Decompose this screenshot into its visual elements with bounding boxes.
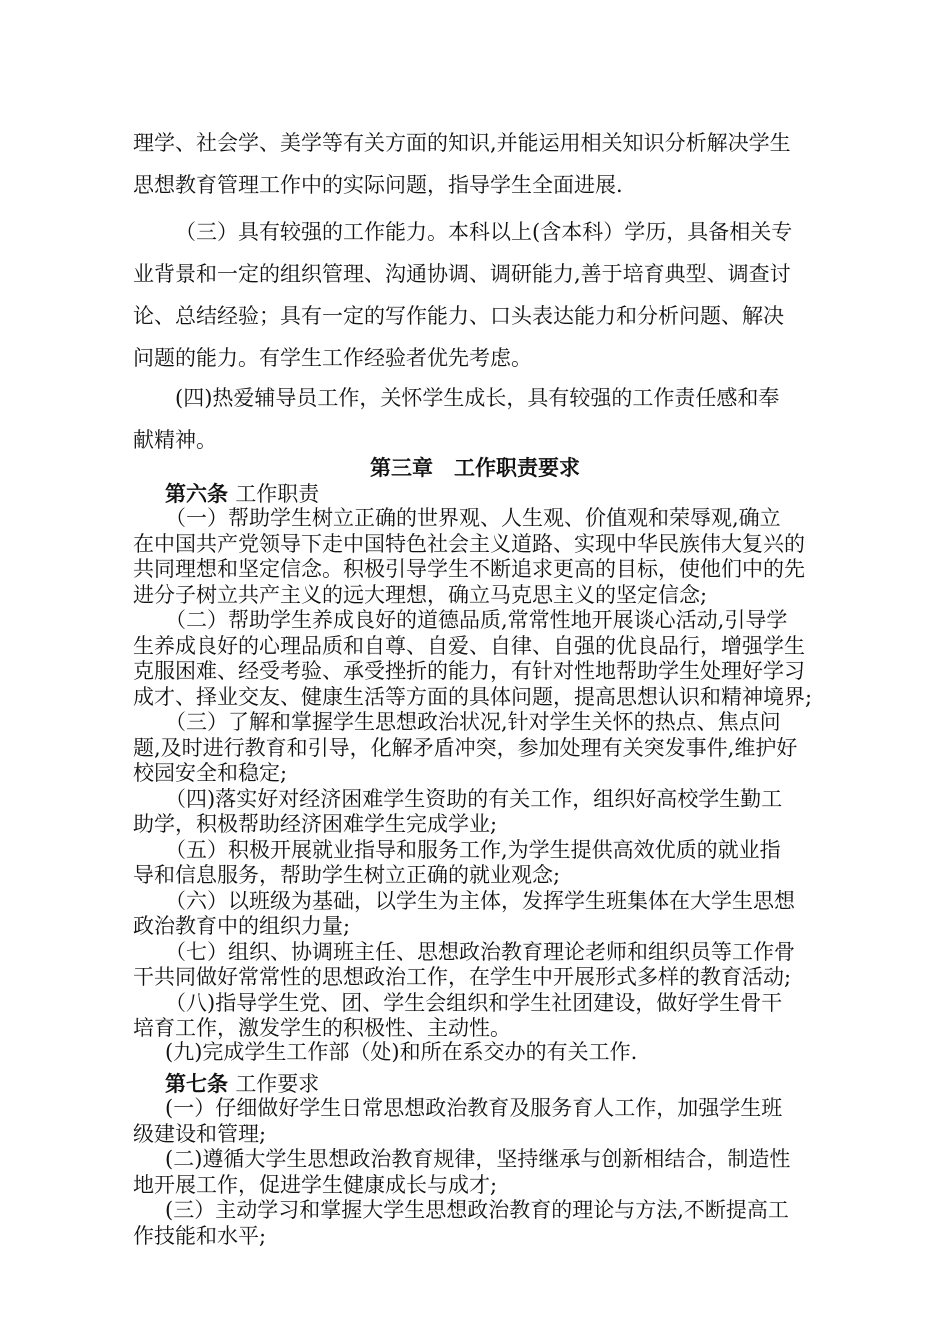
text-line: 献精神。 (133, 428, 217, 452)
text-line: （八)指导学生党、团、学生会组织和学生社团建设，做好学生骨干 (165, 990, 783, 1015)
text-line: （七）组织、协调班主任、思想政治教育理论老师和组织员等工作骨 (165, 939, 795, 964)
text-line: （四)落实好对经济困难学生资助的有关工作，组织好高校学生勤工 (165, 786, 783, 811)
text-line: 导和信息服务，帮助学生树立正确的就业观念; (133, 863, 561, 887)
text-line: 生养成良好的心理品质和自尊、自爱、自律、自强的优良品行，增强学生 (133, 633, 805, 658)
article-title: 工作要求 (235, 1072, 320, 1096)
article-label: 第七条 (165, 1071, 228, 1096)
text-line: 思想教育管理工作中的实际问题，指导学生全面进展. (133, 173, 623, 197)
text-line: 克服困难、经受考验、承受挫折的能力，有针对性地帮助学生处理好学习 (133, 659, 805, 683)
text-line: （六）以班级为基础，以学生为主体，发挥学生班集体在大学生思想 (165, 888, 795, 913)
text-line: 业背景和一定的组织管理、沟通协调、调研能力,善于培育典型、调查讨 (133, 262, 791, 286)
paragraph-knowledge (133, 122, 838, 206)
text-line: 地开展工作，促进学生健康成长与成才; (133, 1172, 498, 1197)
article-label: 第六条 (165, 481, 228, 506)
text-line: （三）了解和掌握学生思想政治状况,针对学生关怀的热点、焦点问 (165, 710, 781, 734)
text-line: 校园安全和稳定; (133, 761, 288, 785)
text-line: (一）仔细做好学生日常思想政治教育及服务育人工作，加强学生班 (165, 1096, 783, 1120)
chapter-title: 第三章 工作职责要求 (370, 455, 580, 480)
text-line: (四)热爱辅导员工作，关怀学生成长，具有较强的工作责任感和奉 (175, 386, 780, 410)
text-line: 在中国共产党领导下走中国特色社会主义道路、实现中华民族伟大复兴的 (133, 531, 805, 556)
text-line: 题,及时进行教育和引导，化解矛盾冲突，参加处理有关突发事件,维护好 (133, 735, 798, 760)
article-title: 工作职责 (235, 482, 320, 506)
text-line: （五）积极开展就业指导和服务工作,为学生提供高效优质的就业指 (165, 837, 781, 862)
text-line: 干共同做好常常性的思想政治工作，在学生中开展形式多样的教育活动; (133, 965, 792, 989)
requirements-list (133, 1096, 838, 1249)
text-line: 级建设和管理; (133, 1121, 267, 1146)
text-line: (二)遵循大学生思想政治教育规律，坚持继承与创新相结合，制造性 (165, 1147, 791, 1171)
text-line: 进分子树立共产主义的远大理想，确立马克思主义的坚定信念; (133, 582, 708, 607)
paragraph-work-ability (133, 211, 838, 379)
text-line: 培育工作，激发学生的积极性、主动性。 (133, 1016, 511, 1040)
text-line: 作技能和水平; (133, 1223, 267, 1248)
duty-nine (133, 1040, 838, 1065)
article-7-heading (165, 1071, 319, 1097)
text-line: 理学、社会学、美学等有关方面的知识,并能运用相关知识分析解决学生 (133, 131, 791, 155)
text-line: 问题的能力。有学生工作经验者优先考虑。 (133, 346, 532, 370)
text-line: （二）帮助学生养成良好的道德品质,常常性地开展谈心活动,引导学 (165, 608, 788, 632)
duties-list (133, 506, 838, 1042)
text-line: （一）帮助学生树立正确的世界观、人生观、价值观和荣辱观,确立 (165, 506, 781, 530)
text-line: 论、总结经验；具有一定的写作能力、口头表达能力和分析问题、解决 (133, 304, 784, 328)
text-line: 成才、择业交友、健康生活等方面的具体问题，提高思想认识和精神境界; (133, 684, 813, 709)
text-line: (三）主动学习和掌握大学生思想政治教育的理论与方法,不断提高工 (165, 1198, 789, 1222)
text-line: （三）具有较强的工作能力。本科以上(含本科）学历，具备相关专 (175, 220, 793, 244)
paragraph-dedication (133, 377, 838, 461)
article-6-heading (165, 481, 319, 507)
text-line: 共同理想和坚定信念。积极引导学生不断追求更高的目标，使他们中的先 (133, 557, 805, 581)
text-line: (九)完成学生工作部（处)和所在系交办的有关工作. (165, 1040, 638, 1064)
text-line: 助学，积极帮助经济困难学生完成学业; (133, 812, 498, 836)
text-line: 政治教育中的组织力量; (133, 914, 351, 938)
